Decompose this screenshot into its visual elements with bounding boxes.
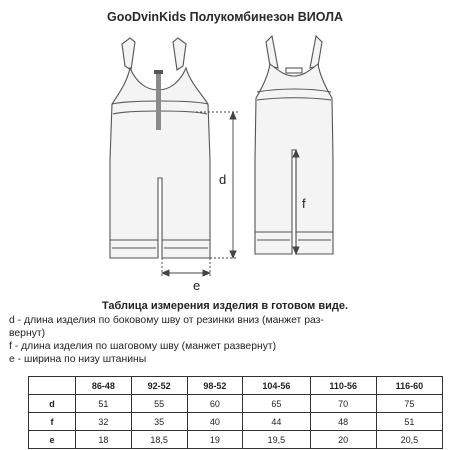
table-caption: Таблица измерения изделия в готовом виде. bbox=[101, 300, 349, 312]
table-header-cell: 110-56 bbox=[310, 377, 376, 395]
table-cell: 19,5 bbox=[243, 431, 310, 449]
table-cell: 40 bbox=[187, 413, 243, 431]
table-row bbox=[29, 395, 443, 413]
table-cell: 51 bbox=[376, 413, 442, 431]
table-header-row bbox=[29, 377, 443, 395]
label-f: f bbox=[302, 196, 306, 211]
table-header-cell: 116-60 bbox=[376, 377, 442, 395]
table-cell: 44 bbox=[243, 413, 310, 431]
table-cell: 75 bbox=[376, 395, 442, 413]
table-header-cell: 104-56 bbox=[243, 377, 310, 395]
table-cell: 18 bbox=[76, 431, 132, 449]
table-cell: 60 bbox=[187, 395, 243, 413]
row-label: d bbox=[29, 395, 76, 413]
table-cell: 20,5 bbox=[376, 431, 442, 449]
page-title: GooDvinKids Полукомбинезон ВИОЛА bbox=[106, 10, 343, 24]
measure-e-arrow bbox=[162, 258, 210, 276]
table-cell: 19 bbox=[187, 431, 243, 449]
table-cell: 48 bbox=[310, 413, 376, 431]
table-cell: 18,5 bbox=[131, 431, 187, 449]
legend-line: f - длина изделия по шаговому шву (манжет развернут) bbox=[9, 341, 277, 352]
legend-line: вернут) bbox=[9, 328, 46, 339]
row-label: f bbox=[29, 413, 76, 431]
label-d: d bbox=[219, 172, 227, 187]
table-cell: 55 bbox=[131, 395, 187, 413]
row-label: e bbox=[29, 431, 76, 449]
table-header-cell: 86-48 bbox=[76, 377, 132, 395]
table-header-cell: 92-52 bbox=[131, 377, 187, 395]
table-cell: 20 bbox=[310, 431, 376, 449]
size-table bbox=[28, 376, 443, 449]
legend-line: e - ширина по низу штанины bbox=[9, 354, 147, 365]
table-cell: 32 bbox=[76, 413, 132, 431]
table-cell: 51 bbox=[76, 395, 132, 413]
table-cell: 65 bbox=[243, 395, 310, 413]
table-cell: 35 bbox=[131, 413, 187, 431]
legend-line: d - длина изделия по боковому шву от резинки вниз (манжет раз- bbox=[9, 315, 324, 326]
table-corner-cell bbox=[29, 377, 76, 395]
back-view-garment bbox=[255, 36, 333, 254]
table-row bbox=[29, 431, 443, 449]
table-cell: 70 bbox=[310, 395, 376, 413]
table-header-cell: 98-52 bbox=[187, 377, 243, 395]
table-row bbox=[29, 413, 443, 431]
label-e: e bbox=[193, 278, 201, 293]
measurement-legend bbox=[9, 314, 445, 366]
